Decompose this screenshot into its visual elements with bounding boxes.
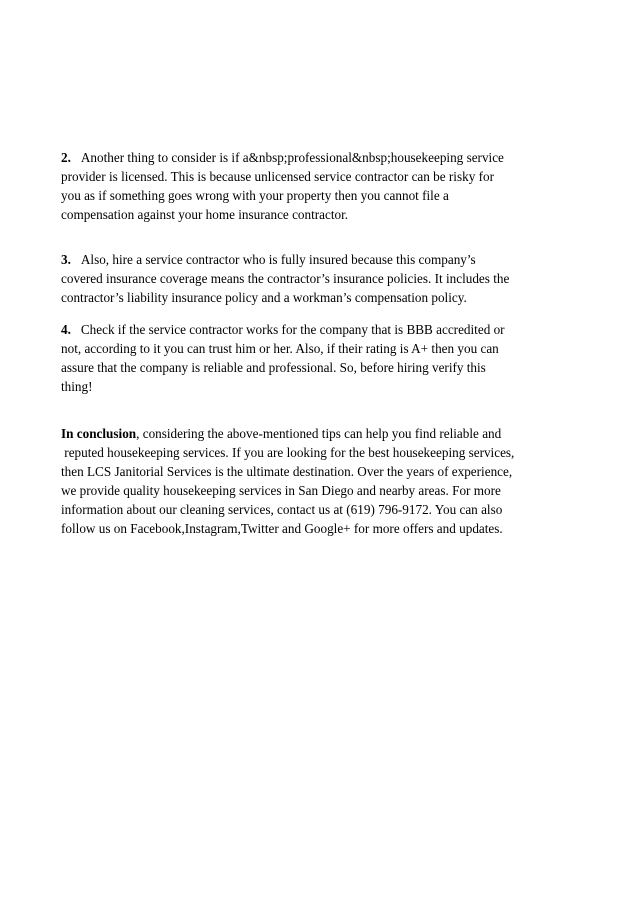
paragraph-line: compensation against your home insurance contractor. — [61, 207, 349, 222]
paragraph-line: provider is licensed. This is because unlicensed service contractor can be risky for — [61, 169, 494, 184]
paragraph-line — [61, 424, 514, 443]
paragraph-text: Another thing to consider is if a&nbsp;professional&nbsp;housekeeping service — [80, 150, 504, 165]
paragraph-line: you as if something goes wrong with your property then you cannot file a — [61, 188, 449, 203]
paragraph-line: covered insurance coverage means the contractor’s insurance policies. It includes the — [61, 271, 510, 286]
paragraph-line — [61, 250, 509, 269]
paragraph-line: follow us on Facebook,Instagram,Twitter and Google+ for more offers and updates. — [61, 521, 503, 536]
paragraph-text: Check if the service contractor works for the company that is BBB accredited or — [80, 322, 505, 337]
paragraph-line — [61, 148, 504, 167]
paragraph-text: , considering the above-mentioned tips can help you find reliable and — [136, 426, 502, 441]
item-number: 2. — [61, 150, 71, 165]
paragraph-line: we provide quality housekeeping services in San Diego and nearby areas. For more — [61, 483, 501, 498]
item-number: 4. — [61, 322, 71, 337]
paragraph-line: thing! — [61, 379, 93, 394]
item-number: 3. — [61, 252, 71, 267]
paragraph-line: contractor’s liability insurance policy and a workman’s compensation policy. — [61, 290, 467, 305]
list-item-3 — [61, 250, 509, 307]
paragraph-line: assure that the company is reliable and professional. So, before hiring verify this — [61, 360, 486, 375]
paragraph-line — [61, 320, 505, 339]
paragraph-line: not, according to it you can trust him or her. Also, if their rating is A+ then you can — [61, 341, 499, 356]
paragraph-text: Also, hire a service contractor who is fully insured because this company’s — [80, 252, 476, 267]
paragraph-line: information about our cleaning services, contact us at (619) 796-9172. You can also — [61, 502, 503, 517]
list-item-4 — [61, 320, 505, 396]
conclusion-paragraph — [61, 424, 514, 538]
conclusion-lead: In conclusion — [61, 426, 137, 441]
paragraph-line: then LCS Janitorial Services is the ultimate destination. Over the years of experience, — [61, 464, 513, 479]
list-item-2 — [61, 148, 504, 224]
paragraph-line: reputed housekeeping services. If you are looking for the best housekeeping services, — [61, 445, 515, 460]
